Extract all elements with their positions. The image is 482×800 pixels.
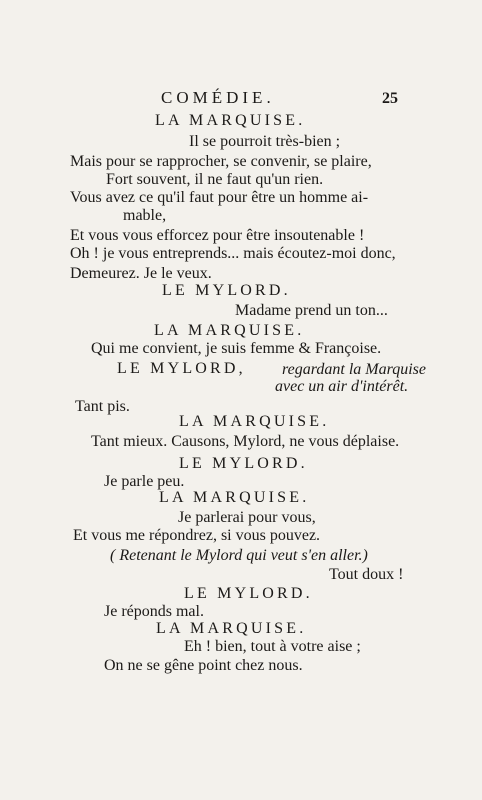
verse-line: Qui me convient, je suis femme & Françoise. — [91, 340, 382, 357]
verse-line: Tout doux ! — [329, 566, 404, 583]
page-number: 25 — [382, 90, 398, 107]
verse-line: Madame prend un ton... — [235, 302, 388, 319]
verse-line: Tant pis. — [75, 398, 130, 415]
verse-line: Je parlerai pour vous, — [178, 509, 316, 526]
stage-direction: regardant la Marquise — [282, 361, 426, 378]
verse-line: mable, — [123, 207, 167, 224]
speaker-name: LA MARQUISE. — [155, 112, 306, 129]
verse-line: On ne se gêne point chez nous. — [104, 657, 303, 674]
speaker-name: LE MYLORD. — [162, 282, 291, 299]
verse-line: Eh ! bien, tout à votre aise ; — [184, 638, 361, 655]
verse-line: Tant mieux. Causons, Mylord, ne vous déplaise. — [91, 433, 400, 450]
verse-line: Demeurez. Je le veux. — [70, 265, 212, 282]
verse-line: Il se pourroit très-bien ; — [189, 133, 341, 150]
verse-line: Je parle peu. — [104, 473, 185, 490]
speaker-name: LE MYLORD, — [117, 360, 246, 377]
speaker-name: LA MARQUISE. — [154, 322, 305, 339]
stage-direction: avec un air d'intérêt. — [275, 378, 409, 395]
verse-line: Vous avez ce qu'il faut pour être un homme ai- — [70, 189, 369, 206]
verse-line: Oh ! je vous entreprends... mais écoutez-moi donc, — [70, 245, 396, 262]
verse-line: Et vous vous efforcez pour être insoutenable ! — [70, 227, 365, 244]
verse-line: Fort souvent, il ne faut qu'un rien. — [106, 171, 324, 188]
running-header: COMÉDIE. — [161, 88, 275, 107]
speaker-name: LA MARQUISE. — [159, 489, 310, 506]
verse-line: Je réponds mal. — [104, 603, 204, 620]
stage-direction: ( Retenant le Mylord qui veut s'en aller.) — [110, 547, 368, 564]
verse-line: Mais pour se rapprocher, se convenir, se plaire, — [70, 153, 372, 170]
speaker-name: LE MYLORD. — [179, 455, 308, 472]
verse-line: Et vous me répondrez, si vous pouvez. — [73, 527, 321, 544]
speaker-name: LE MYLORD. — [184, 585, 313, 602]
speaker-name: LA MARQUISE. — [179, 413, 330, 430]
speaker-name: LA MARQUISE. — [156, 620, 307, 637]
